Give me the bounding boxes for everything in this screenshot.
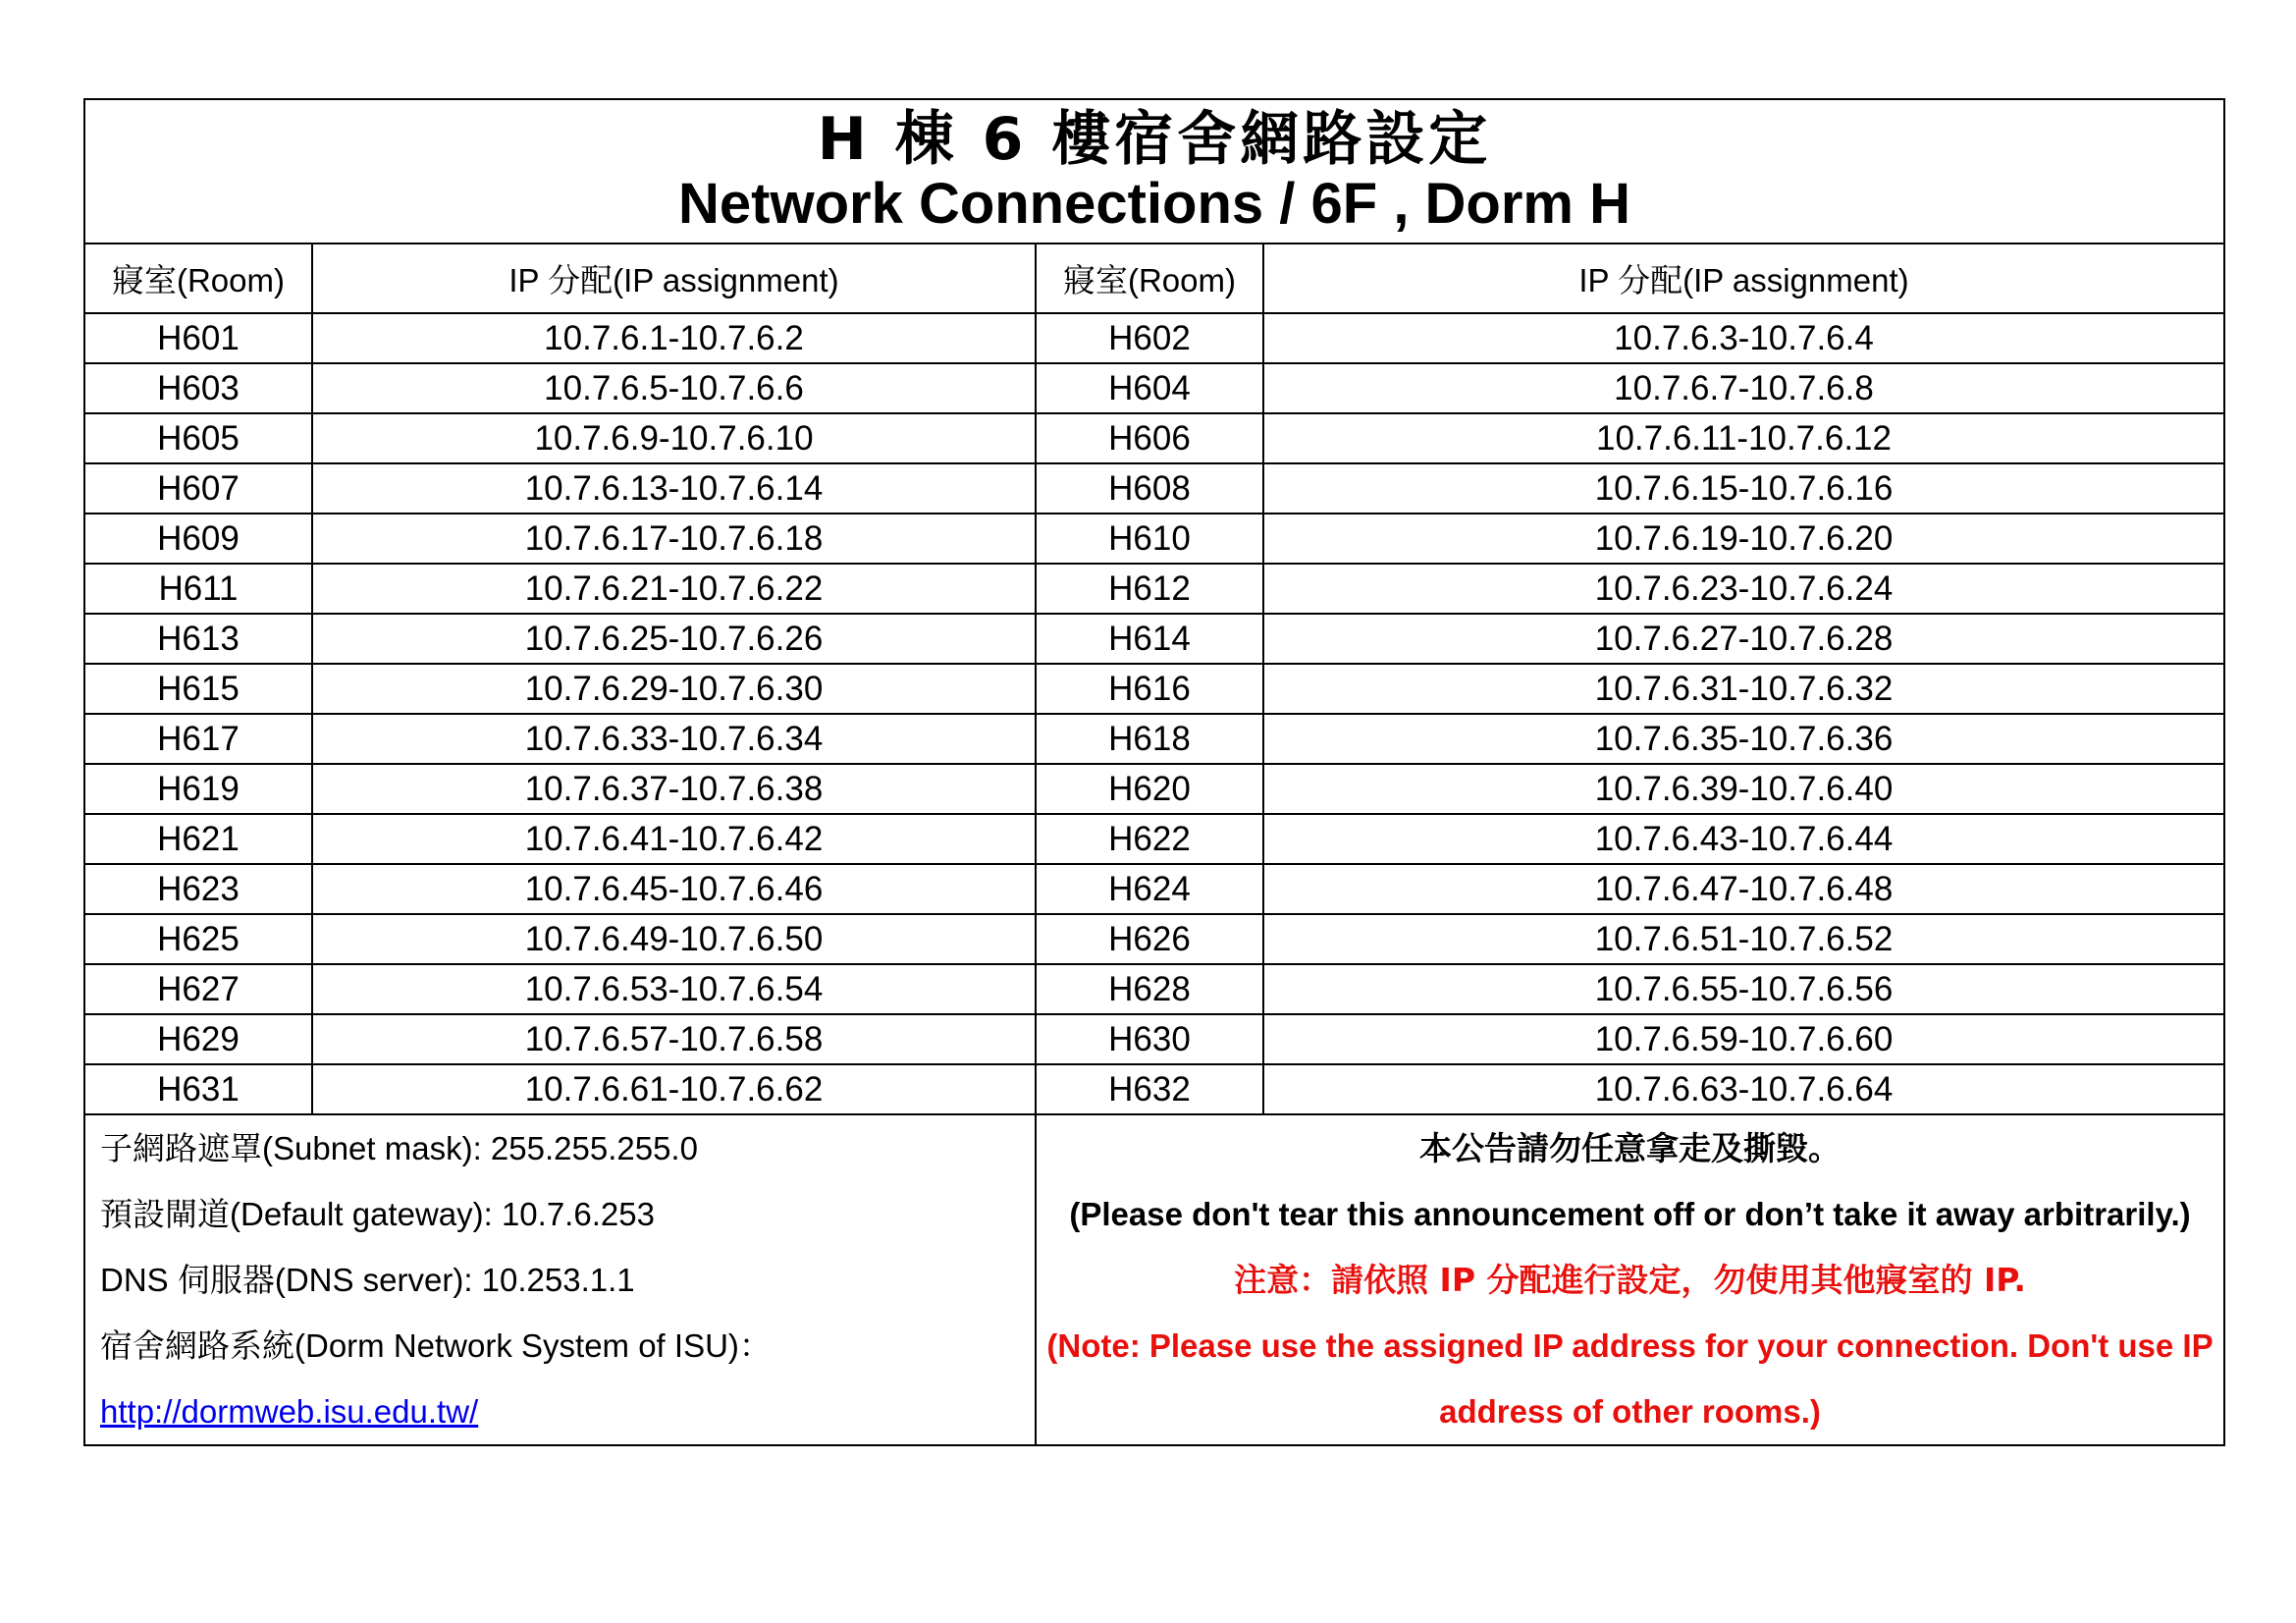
- ip-cell-right: 10.7.6.51-10.7.6.52: [1263, 914, 2224, 964]
- ip-cell-right: 10.7.6.15-10.7.6.16: [1263, 463, 2224, 514]
- ip-cell-left: 10.7.6.17-10.7.6.18: [312, 514, 1036, 564]
- table-row: [84, 964, 2224, 1014]
- ip-cell-left: 10.7.6.1-10.7.6.2: [312, 313, 1036, 363]
- table-row: [84, 363, 2224, 413]
- dns-server-text: DNS 伺服器(DNS server): 10.253.1.1: [100, 1262, 635, 1298]
- header-row: [84, 243, 2224, 313]
- table-row: [84, 1014, 2224, 1064]
- ip-cell-left: 10.7.6.9-10.7.6.10: [312, 413, 1036, 463]
- table-row: [84, 914, 2224, 964]
- default-gateway-text: 預設閘道(Default gateway): 10.7.6.253: [100, 1196, 655, 1232]
- room-cell-right: H616: [1036, 664, 1263, 714]
- room-cell-right: H604: [1036, 363, 1263, 413]
- ip-cell-left: 10.7.6.25-10.7.6.26: [312, 614, 1036, 664]
- room-cell-left: H627: [84, 964, 312, 1014]
- table-row: [84, 664, 2224, 714]
- table-row: [84, 864, 2224, 914]
- warning-english-line2: address of other rooms.): [1439, 1393, 1821, 1430]
- ip-cell-left: 10.7.6.5-10.7.6.6: [312, 363, 1036, 413]
- warning-chinese: 注意：請依照 IP 分配進行設定，勿使用其他寢室的 IP.: [1234, 1261, 2026, 1299]
- room-cell-left: H605: [84, 413, 312, 463]
- ip-cell-left: 10.7.6.57-10.7.6.58: [312, 1014, 1036, 1064]
- table-row: [84, 463, 2224, 514]
- network-table-body: [84, 99, 2224, 1445]
- table-row: [84, 1064, 2224, 1114]
- room-cell-left: H603: [84, 363, 312, 413]
- ip-cell-right: 10.7.6.19-10.7.6.20: [1263, 514, 2224, 564]
- ip-cell-right: 10.7.6.27-10.7.6.28: [1263, 614, 2224, 664]
- table-row: [84, 564, 2224, 614]
- warning-english-line1: (Note: Please use the assigned IP address for your connection. Don't use IP: [1046, 1327, 2214, 1364]
- room-cell-left: H613: [84, 614, 312, 664]
- network-table: [83, 98, 2225, 1446]
- ip-cell-right: 10.7.6.63-10.7.6.64: [1263, 1064, 2224, 1114]
- ip-cell-right: 10.7.6.35-10.7.6.36: [1263, 714, 2224, 764]
- dorm-system-link-line: [85, 1379, 1035, 1444]
- ip-cell-right: 10.7.6.3-10.7.6.4: [1263, 313, 2224, 363]
- notice-english: (Please don't tear this announcement off or don’t take it away arbitrarily.): [1069, 1196, 2191, 1232]
- notice-chinese: 本公告請勿任意拿走及撕毀。: [1419, 1129, 1841, 1167]
- room-cell-right: H610: [1036, 514, 1263, 564]
- ip-cell-right: 10.7.6.59-10.7.6.60: [1263, 1014, 2224, 1064]
- ip-cell-right: 10.7.6.55-10.7.6.56: [1263, 964, 2224, 1014]
- title-cell: [84, 99, 2224, 243]
- ip-cell-left: 10.7.6.45-10.7.6.46: [312, 864, 1036, 914]
- room-cell-right: H612: [1036, 564, 1263, 614]
- notice-cell: [1036, 1114, 2224, 1445]
- ip-cell-left: 10.7.6.49-10.7.6.50: [312, 914, 1036, 964]
- room-cell-left: H631: [84, 1064, 312, 1114]
- room-cell-right: H602: [1036, 313, 1263, 363]
- title-row: [84, 99, 2224, 243]
- room-cell-left: H625: [84, 914, 312, 964]
- column-header-room-left: 寢室(Room): [84, 243, 312, 313]
- column-header-ip-left: IP 分配(IP assignment): [312, 243, 1036, 313]
- ip-cell-right: 10.7.6.43-10.7.6.44: [1263, 814, 2224, 864]
- room-cell-right: H628: [1036, 964, 1263, 1014]
- room-cell-left: H601: [84, 313, 312, 363]
- ip-cell-left: 10.7.6.29-10.7.6.30: [312, 664, 1036, 714]
- room-cell-left: H609: [84, 514, 312, 564]
- room-cell-right: H632: [1036, 1064, 1263, 1114]
- network-settings-cell: [84, 1114, 1036, 1445]
- table-row: [84, 614, 2224, 664]
- room-cell-right: H626: [1036, 914, 1263, 964]
- table-row: [84, 714, 2224, 764]
- page-title-english: Network Connections / 6F , Dorm H: [678, 171, 1630, 236]
- room-cell-left: H617: [84, 714, 312, 764]
- ip-cell-right: 10.7.6.31-10.7.6.32: [1263, 664, 2224, 714]
- column-header-room-right: 寢室(Room): [1036, 243, 1263, 313]
- table-row: [84, 313, 2224, 363]
- room-cell-left: H619: [84, 764, 312, 814]
- table-row: [84, 814, 2224, 864]
- subnet-mask-text: 子網路遮罩(Subnet mask): 255.255.255.0: [100, 1130, 698, 1166]
- ip-cell-right: 10.7.6.11-10.7.6.12: [1263, 413, 2224, 463]
- room-cell-right: H614: [1036, 614, 1263, 664]
- room-cell-right: H620: [1036, 764, 1263, 814]
- room-cell-right: H618: [1036, 714, 1263, 764]
- room-cell-right: H608: [1036, 463, 1263, 514]
- room-cell-left: H629: [84, 1014, 312, 1064]
- page-title-chinese: H 棟 6 樓宿舍網路設定: [817, 104, 1492, 174]
- table-row: [84, 413, 2224, 463]
- ip-cell-left: 10.7.6.33-10.7.6.34: [312, 714, 1036, 764]
- room-cell-left: H615: [84, 664, 312, 714]
- ip-cell-right: 10.7.6.23-10.7.6.24: [1263, 564, 2224, 614]
- column-header-ip-right: IP 分配(IP assignment): [1263, 243, 2224, 313]
- dorm-system-label: 宿舍網路系統(Dorm Network System of ISU)：: [100, 1327, 772, 1364]
- table-row: [84, 514, 2224, 564]
- room-cell-right: H630: [1036, 1014, 1263, 1064]
- table-row: [84, 764, 2224, 814]
- room-cell-right: H622: [1036, 814, 1263, 864]
- dorm-system-link[interactable]: http://dormweb.isu.edu.tw/: [100, 1393, 479, 1430]
- room-cell-right: H606: [1036, 413, 1263, 463]
- ip-cell-left: 10.7.6.37-10.7.6.38: [312, 764, 1036, 814]
- ip-cell-left: 10.7.6.61-10.7.6.62: [312, 1064, 1036, 1114]
- room-cell-right: H624: [1036, 864, 1263, 914]
- room-cell-left: H611: [84, 564, 312, 614]
- ip-cell-right: 10.7.6.7-10.7.6.8: [1263, 363, 2224, 413]
- ip-cell-right: 10.7.6.47-10.7.6.48: [1263, 864, 2224, 914]
- ip-cell-left: 10.7.6.53-10.7.6.54: [312, 964, 1036, 1014]
- room-cell-left: H607: [84, 463, 312, 514]
- room-cell-left: H623: [84, 864, 312, 914]
- ip-cell-left: 10.7.6.13-10.7.6.14: [312, 463, 1036, 514]
- ip-cell-left: 10.7.6.41-10.7.6.42: [312, 814, 1036, 864]
- ip-cell-left: 10.7.6.21-10.7.6.22: [312, 564, 1036, 614]
- info-row: [84, 1114, 2224, 1445]
- ip-cell-right: 10.7.6.39-10.7.6.40: [1263, 764, 2224, 814]
- room-cell-left: H621: [84, 814, 312, 864]
